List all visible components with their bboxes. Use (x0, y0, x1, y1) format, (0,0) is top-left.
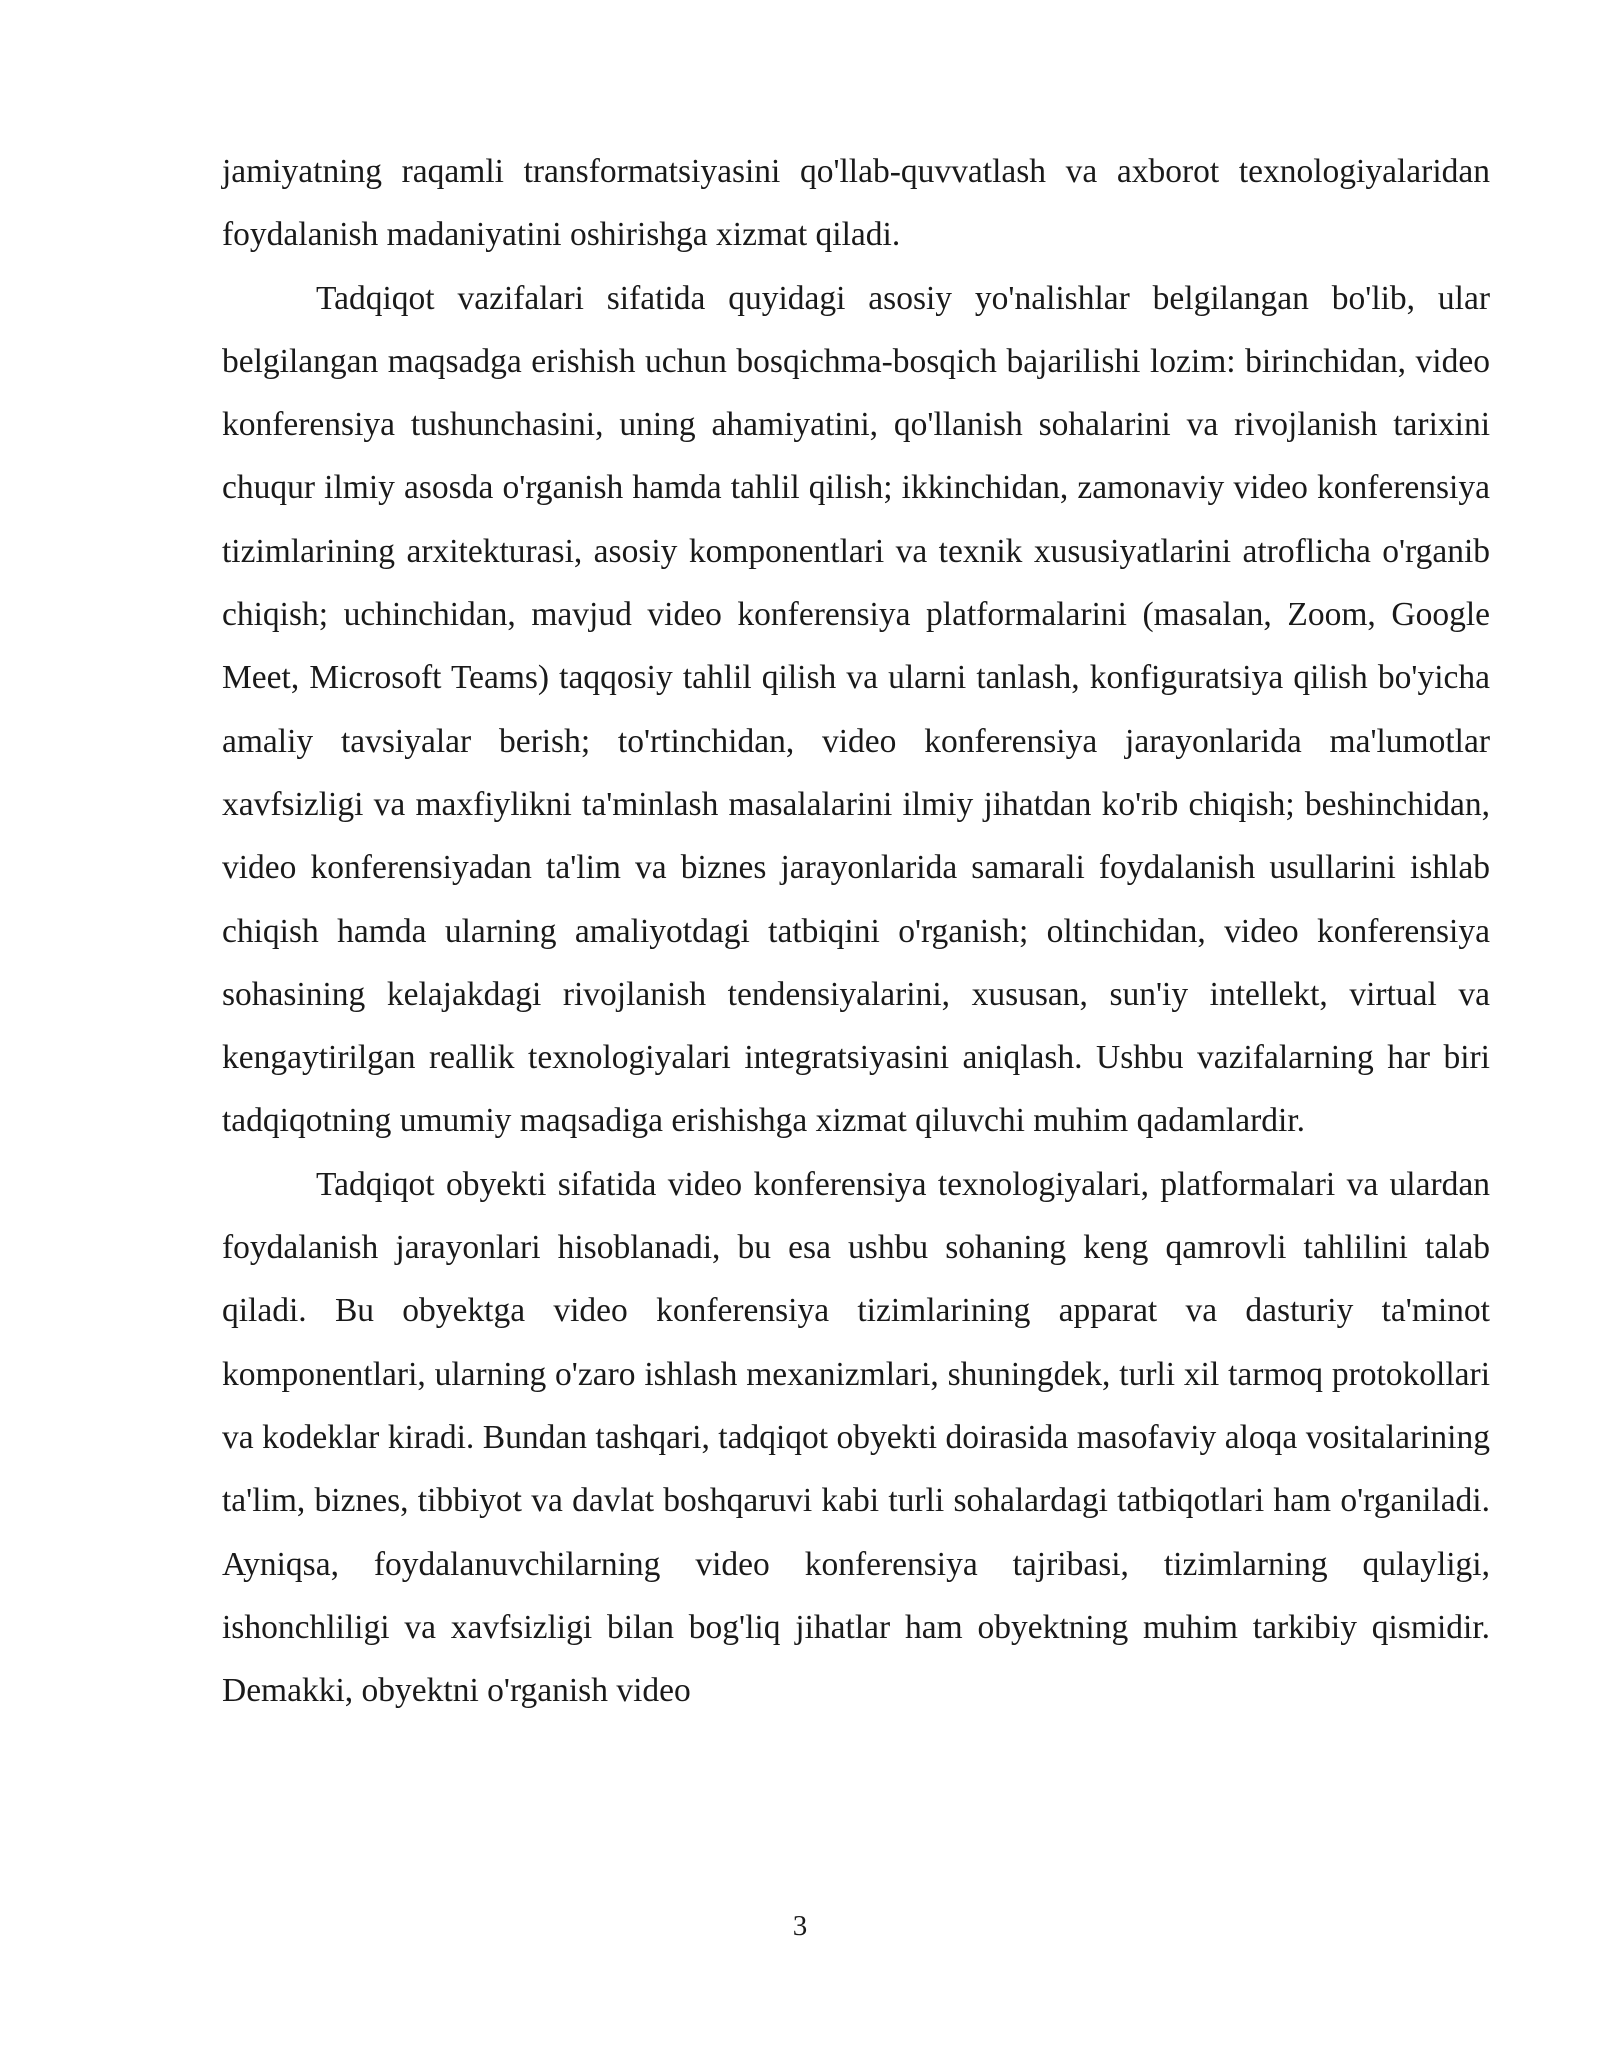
paragraph-continuation: jamiyatning raqamli transformatsiyasini qo'llab-quvvatlash va axborot texnologiyalaridan foydalanish madaniyatini oshirishga xizmat qiladi. (222, 153, 1490, 254)
paragraph-research-object: Tadqiqot obyekti sifatida video konferensiya texnologiyalari, platformalari va ulardan foydalanish jarayonlari hisoblanadi, bu esa ushbu sohaning keng qamrovli tahlilini talab qiladi. Bu obyektga video konferensiya tizimlarining apparat va dasturiy ta'minot komponentlari, ularning o'zaro ishlash mexanizmlari, shuningdek, turli xil tarmoq protokollari va kodeklar kiradi. Bundan tashqari, tadqiqot obyekti doirasida masofaviy aloqa vositalarining ta'lim, biznes, tibbiyot va davlat boshqaruvi kabi turli sohalardagi tatbiqotlari ham o'rganiladi. Ayniqsa, foydalanuvchilarning video konferensiya tajribasi, tizimlarning qulayligi, ishonchliligi va xavfsizligi bilan bog'liq jihatlar ham obyektning muhim tarkibiy qismidir. Demakki, obyektni o'rganish video (222, 1165, 1490, 1710)
page-number: 3 (792, 1910, 808, 1942)
body-text (222, 140, 1490, 1722)
paragraph-research-tasks: Tadqiqot vazifalari sifatida quyidagi asosiy yo'nalishlar belgilangan bo'lib, ular belgilangan maqsadga erishish uchun bosqichma-bosqich bajarilishi lozim: birinchidan, video konferensiya tushunchasini, uning ahamiyatini, qo'llanish sohalarini va rivojlanish tarixini chuqur ilmiy asosda o'rganish hamda tahlil qilish; ikkinchidan, zamonaviy video konferensiya tizimlarining arxitekturasi, asosiy komponentlari va texnik xususiyatlarini atroflicha o'rganib chiqish; uchinchidan, mavjud video konferensiya platformalarini (masalan, Zoom, Google Meet, Microsoft Teams) taqqosiy tahlil qilish va ularni tanlash, konfiguratsiya qilish bo'yicha amaliy tavsiyalar berish; to'rtinchidan, video konferensiya jarayonlarida ma'lumotlar xavfsizligi va maxfiylikni ta'minlash masalalarini ilmiy jihatdan ko'rib chiqish; beshinchidan, video konferensiyadan ta'lim va biznes jarayonlarida samarali foydalanish usullarini ishlab chiqish hamda ularning amaliyotdagi tatbiqini o'rganish; oltinchidan, video konferensiya sohasining kelajakdagi rivojlanish tendensiyalarini, xususan, sun'iy intellekt, virtual va kengaytirilgan reallik texnologiyalari integratsiyasini aniqlash. Ushbu vazifalarning har biri tadqiqotning umumiy maqsadiga erishishga xizmat qiluvchi muhim qadamlardir. (222, 279, 1490, 1140)
